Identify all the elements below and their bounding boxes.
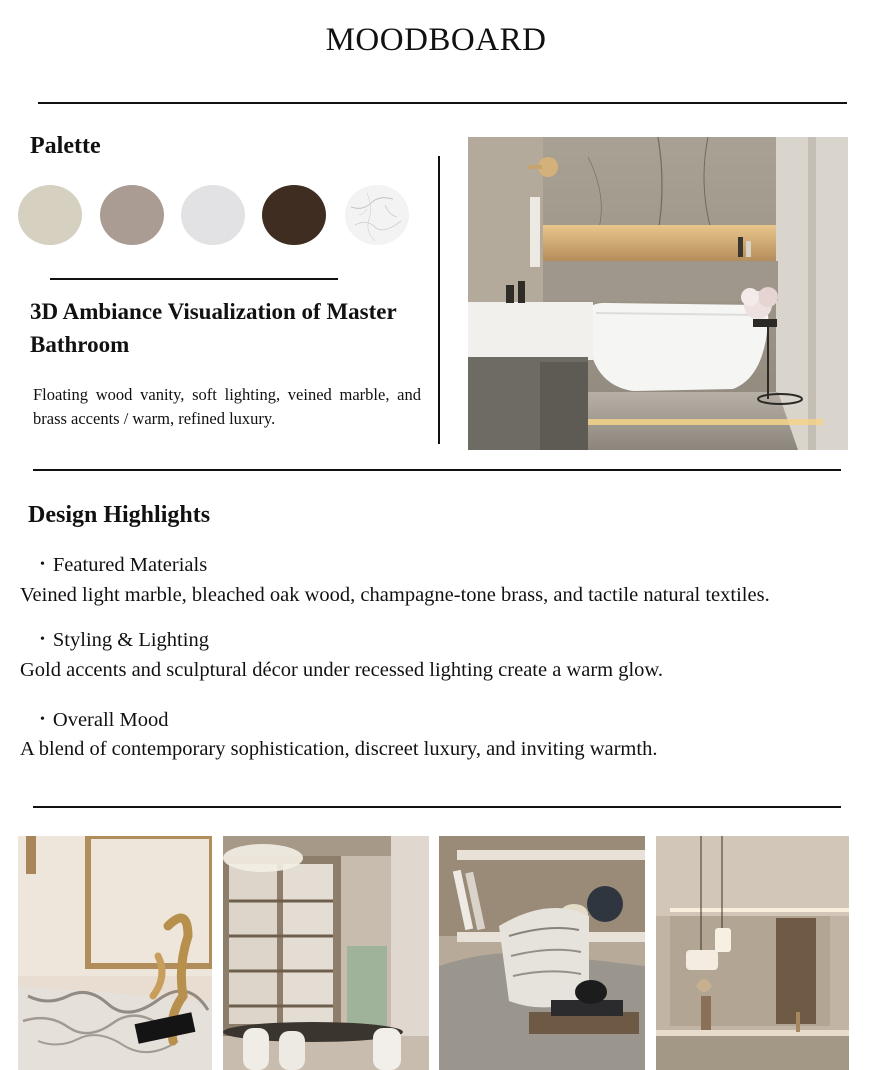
design-highlights-heading: Design Highlights	[28, 502, 211, 528]
bullet-dot: •	[40, 557, 45, 572]
marble-texture	[345, 185, 409, 245]
palette-swatches	[18, 185, 418, 247]
thumb-marble-sculpture	[18, 836, 212, 1070]
thumb-armchair-cushion	[439, 836, 645, 1070]
top-divider	[38, 102, 847, 104]
highlight-text-mood: A blend of contemporary sophistication, discreet luxury, and inviting warmth.	[20, 738, 658, 760]
swatch-white-marble	[345, 185, 409, 245]
bathroom-render-image	[468, 137, 848, 450]
highlight-title-lighting: • Styling & Lighting	[40, 629, 209, 651]
thumb-vanity-pendants	[656, 836, 849, 1070]
bullet-dot: •	[40, 712, 45, 727]
bullet-dot: •	[40, 632, 45, 647]
palette-heading: Palette	[30, 133, 101, 159]
swatch-pale-gray	[181, 185, 245, 245]
visualization-heading: 3D Ambiance Visualization of Master Bathroom	[30, 299, 397, 357]
swatch-taupe	[100, 185, 164, 245]
visualization-description: Floating wood vanity, soft lighting, veined marble, and brass accents / warm, refined luxury.	[33, 385, 421, 428]
page-title: MOODBOARD	[325, 22, 547, 58]
swatch-dark-brown	[262, 185, 326, 245]
highlight-title-materials: • Featured Materials	[40, 554, 208, 576]
middle-divider	[33, 469, 841, 471]
vertical-divider	[438, 156, 440, 444]
bottom-divider	[33, 806, 841, 808]
highlight-text-lighting: Gold accents and sculptural décor under recessed lighting create a warm glow.	[20, 659, 664, 681]
palette-divider	[50, 278, 338, 280]
thumb-dining-shelves	[223, 836, 429, 1070]
highlight-text-materials: Veined light marble, bleached oak wood, champagne-tone brass, and tactile natural textiles.	[20, 584, 770, 606]
highlight-title-mood: • Overall Mood	[40, 709, 169, 731]
swatch-light-beige	[18, 185, 82, 245]
